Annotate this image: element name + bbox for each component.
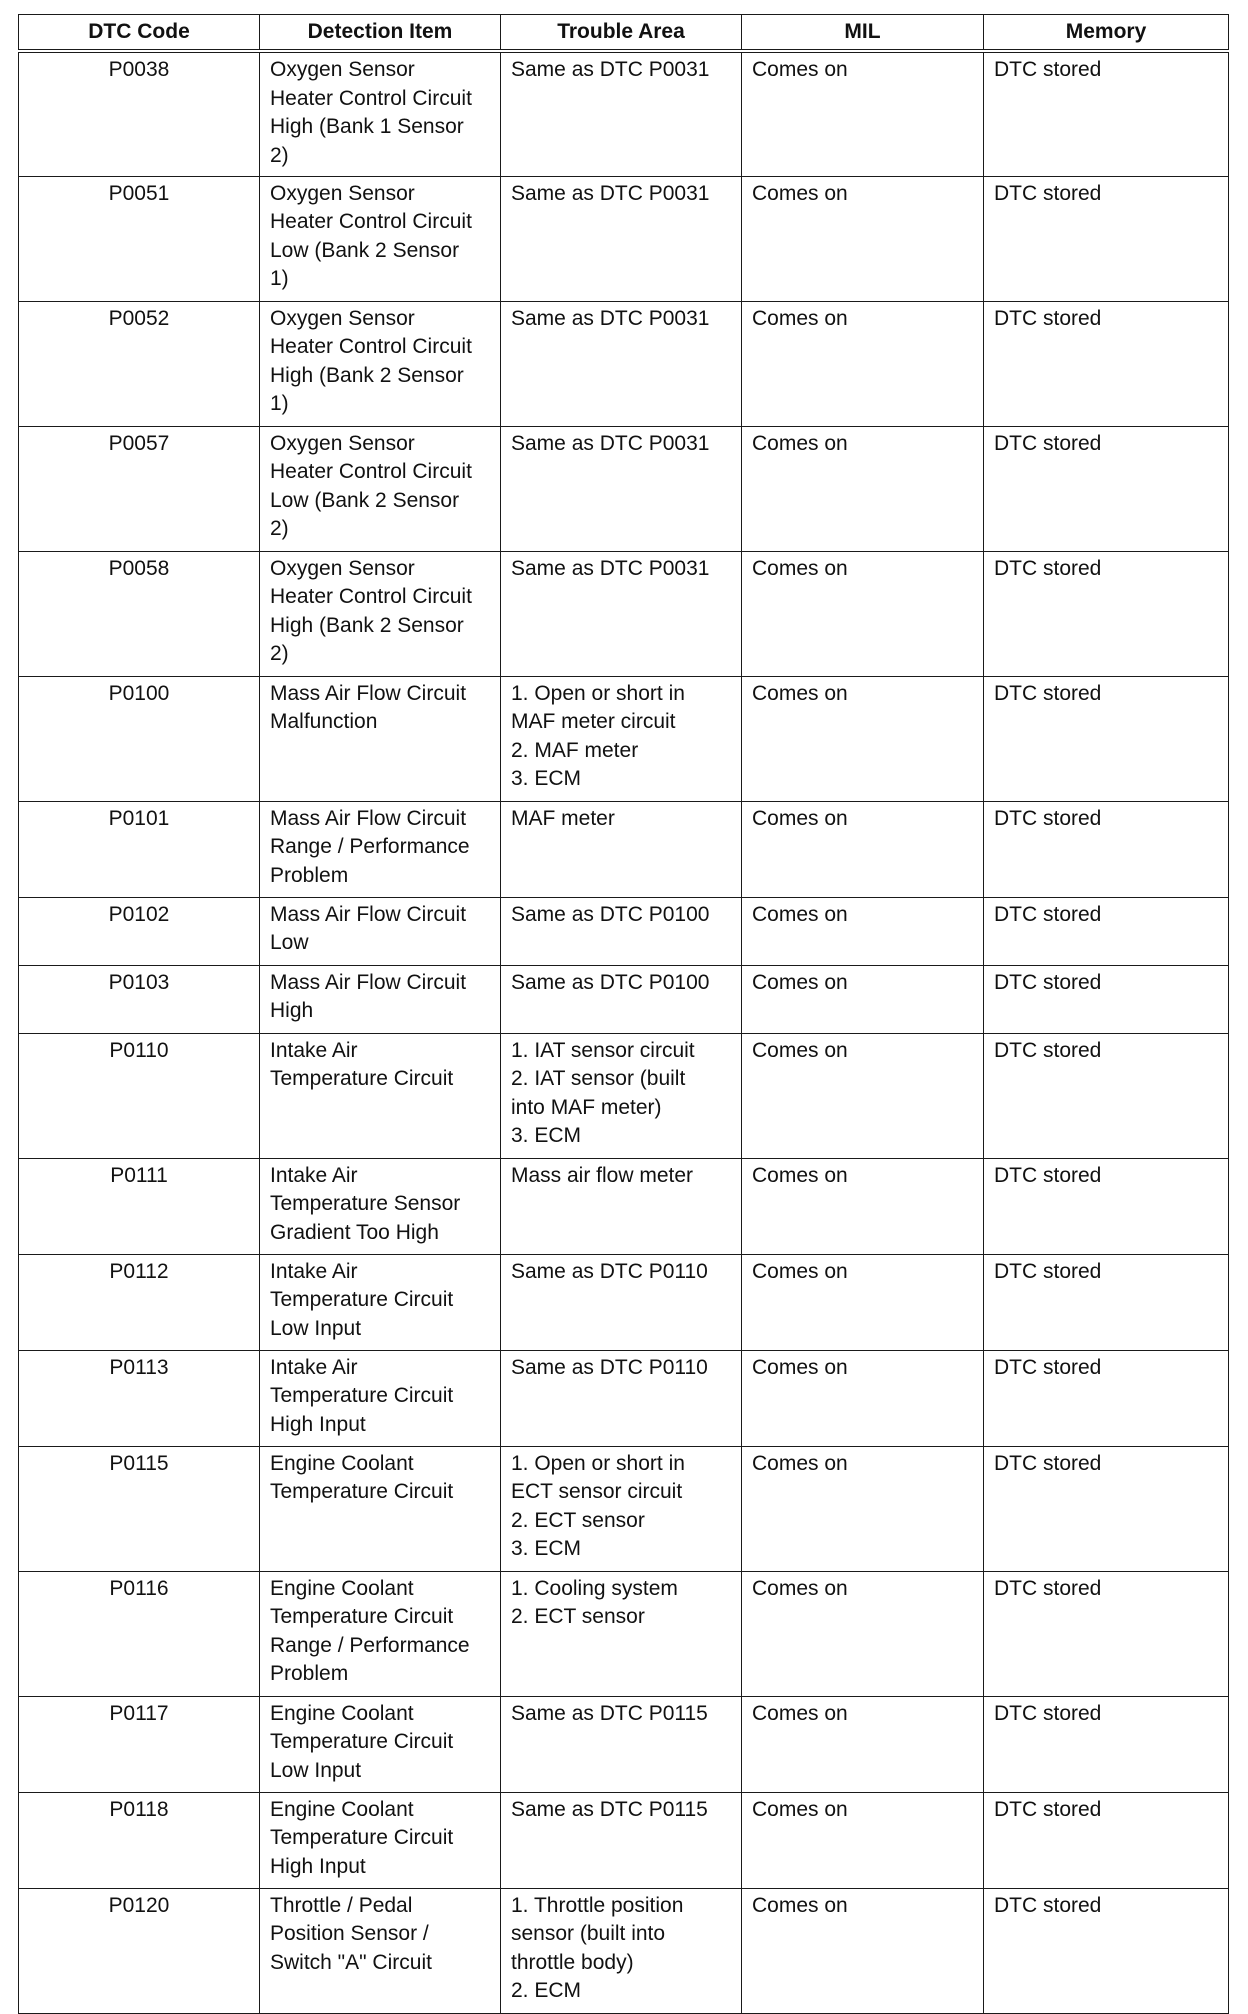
detection-item-cell	[260, 676, 501, 801]
trouble-area-cell	[501, 965, 742, 1033]
table-header	[19, 15, 1229, 52]
dtc-code-cell: P0102	[19, 897, 260, 965]
trouble-area-line: throttle body)	[511, 1950, 634, 1974]
trouble-area-line: 2. ECM	[511, 1979, 582, 2002]
detection-item-cell	[260, 1350, 501, 1446]
detection-item-line: Intake Air	[270, 1163, 358, 1187]
table-row	[19, 551, 1229, 676]
detection-item-line: Range / Performance	[270, 835, 470, 858]
trouble-area-line: Same as DTC P0031	[511, 306, 710, 330]
mil-cell: Comes on	[742, 897, 984, 965]
detection-item-line: 2)	[270, 143, 289, 167]
detection-item-line: Temperature Sensor	[270, 1192, 461, 1215]
trouble-area-cell	[501, 551, 742, 676]
dtc-code-cell: P0051	[19, 176, 260, 301]
detection-item-line: Temperature Circuit	[270, 1067, 454, 1090]
detection-item-line: Temperature Circuit	[270, 1605, 454, 1628]
detection-item-line: Engine Coolant	[270, 1797, 414, 1821]
table-row	[19, 301, 1229, 426]
table-row	[19, 1696, 1229, 1792]
trouble-area-line: 1. Cooling system	[511, 1576, 678, 1600]
mil-cell: Comes on	[742, 1254, 984, 1350]
detection-item-line: Throttle / Pedal	[270, 1893, 413, 1917]
trouble-area-line: MAF meter	[511, 806, 615, 830]
trouble-area-cell	[501, 1033, 742, 1158]
trouble-area-line: Same as DTC P0100	[511, 970, 710, 994]
detection-item-line: Intake Air	[270, 1259, 358, 1283]
detection-item-line: 2)	[270, 642, 289, 665]
table-row	[19, 176, 1229, 301]
table-body	[19, 51, 1229, 2013]
detection-item-line: Temperature Circuit	[270, 1730, 454, 1753]
detection-item-line: Low (Bank 2 Sensor	[270, 488, 460, 512]
memory-cell: DTC stored	[984, 551, 1229, 676]
table-row	[19, 1446, 1229, 1571]
detection-item-line: Heater Control Circuit	[270, 460, 472, 483]
trouble-area-line: Same as DTC P0110	[511, 1259, 708, 1283]
detection-item-line: Switch "A" Circuit	[270, 1950, 432, 1974]
detection-item-line: Problem	[270, 863, 349, 887]
trouble-area-line: Same as DTC P0031	[511, 181, 710, 205]
mil-cell: Comes on	[742, 1158, 984, 1254]
header-mil: MIL	[742, 15, 984, 52]
trouble-area-line: ECT sensor circuit	[511, 1480, 683, 1503]
trouble-area-cell	[501, 426, 742, 551]
trouble-area-cell	[501, 1254, 742, 1350]
trouble-area-cell	[501, 676, 742, 801]
trouble-area-line: Same as DTC P0115	[511, 1701, 708, 1725]
detection-item-line: Low	[270, 931, 309, 954]
table-row	[19, 1254, 1229, 1350]
table-row	[19, 965, 1229, 1033]
detection-item-line: Intake Air	[270, 1355, 358, 1379]
detection-item-line: Engine Coolant	[270, 1576, 414, 1600]
trouble-area-line: Same as DTC P0100	[511, 902, 710, 926]
trouble-area-line: 2. ECT sensor	[511, 1508, 645, 1532]
detection-item-line: High (Bank 1 Sensor	[270, 115, 464, 138]
dtc-code-cell: P0038	[19, 51, 260, 176]
detection-item-cell	[260, 1696, 501, 1792]
dtc-code-cell: P0120	[19, 1888, 260, 2013]
trouble-area-cell	[501, 801, 742, 897]
detection-item-line: Position Sensor /	[270, 1922, 429, 1945]
detection-item-line: Temperature Circuit	[270, 1288, 454, 1311]
dtc-code-cell: P0101	[19, 801, 260, 897]
mil-cell: Comes on	[742, 1696, 984, 1792]
trouble-area-line: 3. ECM	[511, 767, 582, 790]
trouble-area-cell	[501, 301, 742, 426]
detection-item-line: Oxygen Sensor	[270, 556, 415, 580]
trouble-area-cell	[501, 1792, 742, 1888]
detection-item-cell	[260, 301, 501, 426]
detection-item-line: Heater Control Circuit	[270, 585, 472, 608]
detection-item-line: Low Input	[270, 1758, 362, 1782]
header-row	[19, 15, 1229, 52]
memory-cell: DTC stored	[984, 897, 1229, 965]
memory-cell: DTC stored	[984, 1350, 1229, 1446]
table-row	[19, 801, 1229, 897]
detection-item-cell	[260, 176, 501, 301]
trouble-area-cell	[501, 1446, 742, 1571]
dtc-code-cell: P0058	[19, 551, 260, 676]
dtc-code-cell: P0112	[19, 1254, 260, 1350]
header-dtc-code: DTC Code	[19, 15, 260, 52]
trouble-area-cell	[501, 1888, 742, 2013]
table-row	[19, 1350, 1229, 1446]
detection-item-line: Problem	[270, 1662, 349, 1685]
trouble-area-line: MAF meter circuit	[511, 710, 676, 733]
dtc-code-cell: P0103	[19, 965, 260, 1033]
detection-item-line: Heater Control Circuit	[270, 86, 472, 110]
detection-item-line: Oxygen Sensor	[270, 181, 415, 205]
mil-cell: Comes on	[742, 551, 984, 676]
detection-item-line: High	[270, 999, 314, 1022]
detection-item-line: Mass Air Flow Circuit	[270, 806, 467, 830]
mil-cell: Comes on	[742, 301, 984, 426]
memory-cell: DTC stored	[984, 1888, 1229, 2013]
detection-item-line: Temperature Circuit	[270, 1384, 454, 1407]
table-row	[19, 676, 1229, 801]
mil-cell: Comes on	[742, 965, 984, 1033]
detection-item-cell	[260, 1446, 501, 1571]
dtc-code-cell: P0052	[19, 301, 260, 426]
memory-cell: DTC stored	[984, 301, 1229, 426]
trouble-area-line: into MAF meter)	[511, 1095, 662, 1119]
header-trouble-area: Trouble Area	[501, 15, 742, 52]
memory-cell: DTC stored	[984, 1571, 1229, 1696]
detection-item-cell	[260, 426, 501, 551]
memory-cell: DTC stored	[984, 1446, 1229, 1571]
detection-item-line: High (Bank 2 Sensor	[270, 613, 464, 637]
dtc-code-cell: P0115	[19, 1446, 260, 1571]
trouble-area-line: 2. MAF meter	[511, 738, 639, 762]
detection-item-cell	[260, 1888, 501, 2013]
dtc-code-cell: P0110	[19, 1033, 260, 1158]
trouble-area-cell	[501, 1350, 742, 1446]
detection-item-cell	[260, 1033, 501, 1158]
detection-item-line: Gradient Too High	[270, 1220, 439, 1244]
trouble-area-line: Same as DTC P0031	[511, 431, 710, 455]
detection-item-line: Range / Performance	[270, 1633, 470, 1657]
memory-cell: DTC stored	[984, 176, 1229, 301]
trouble-area-line: 2. IAT sensor (built	[511, 1067, 686, 1090]
detection-item-line: Mass Air Flow Circuit	[270, 681, 467, 705]
trouble-area-cell	[501, 1158, 742, 1254]
table-row	[19, 51, 1229, 176]
detection-item-line: 1)	[270, 392, 289, 415]
detection-item-line: Engine Coolant	[270, 1451, 414, 1475]
mil-cell: Comes on	[742, 1571, 984, 1696]
detection-item-line: Low (Bank 2 Sensor	[270, 238, 460, 262]
table-row	[19, 426, 1229, 551]
trouble-area-cell	[501, 51, 742, 176]
mil-cell: Comes on	[742, 1792, 984, 1888]
trouble-area-cell	[501, 1571, 742, 1696]
trouble-area-line: Same as DTC P0031	[511, 556, 710, 580]
detection-item-line: Temperature Circuit	[270, 1480, 454, 1503]
memory-cell: DTC stored	[984, 426, 1229, 551]
detection-item-cell	[260, 1158, 501, 1254]
detection-item-line: Heater Control Circuit	[270, 335, 472, 358]
trouble-area-cell	[501, 1696, 742, 1792]
memory-cell: DTC stored	[984, 1792, 1229, 1888]
detection-item-line: 1)	[270, 267, 289, 290]
trouble-area-cell	[501, 897, 742, 965]
detection-item-cell	[260, 801, 501, 897]
detection-item-line: High Input	[270, 1854, 366, 1878]
dtc-code-cell: P0111	[19, 1158, 260, 1254]
dtc-code-cell: P0118	[19, 1792, 260, 1888]
memory-cell: DTC stored	[984, 51, 1229, 176]
detection-item-line: Mass Air Flow Circuit	[270, 902, 467, 926]
trouble-area-line: Same as DTC P0031	[511, 58, 710, 81]
trouble-area-line: 1. IAT sensor circuit	[511, 1038, 695, 1062]
trouble-area-line: 1. Throttle position	[511, 1893, 684, 1917]
memory-cell: DTC stored	[984, 1696, 1229, 1792]
table-row	[19, 1571, 1229, 1696]
detection-item-line: Engine Coolant	[270, 1701, 414, 1725]
table-row	[19, 1792, 1229, 1888]
header-memory: Memory	[984, 15, 1229, 52]
mil-cell: Comes on	[742, 1446, 984, 1571]
memory-cell: DTC stored	[984, 965, 1229, 1033]
dtc-code-cell: P0100	[19, 676, 260, 801]
dtc-table	[18, 14, 1229, 2014]
detection-item-line: Oxygen Sensor	[270, 58, 415, 81]
memory-cell: DTC stored	[984, 1033, 1229, 1158]
detection-item-cell	[260, 1571, 501, 1696]
memory-cell: DTC stored	[984, 676, 1229, 801]
detection-item-line: High (Bank 2 Sensor	[270, 363, 464, 387]
mil-cell: Comes on	[742, 801, 984, 897]
detection-item-line: Oxygen Sensor	[270, 431, 415, 455]
detection-item-line: 2)	[270, 517, 289, 540]
dtc-code-cell: P0113	[19, 1350, 260, 1446]
trouble-area-line: 3. ECM	[511, 1124, 582, 1147]
mil-cell: Comes on	[742, 1888, 984, 2013]
mil-cell: Comes on	[742, 1033, 984, 1158]
table-row	[19, 1888, 1229, 2013]
detection-item-line: Temperature Circuit	[270, 1826, 454, 1849]
detection-item-line: Low Input	[270, 1316, 362, 1340]
detection-item-cell	[260, 897, 501, 965]
trouble-area-line: 1. Open or short in	[511, 1451, 685, 1475]
trouble-area-line: 1. Open or short in	[511, 681, 685, 705]
detection-item-cell	[260, 1792, 501, 1888]
trouble-area-line: Same as DTC P0110	[511, 1355, 708, 1379]
table-row	[19, 1158, 1229, 1254]
detection-item-line: Intake Air	[270, 1038, 358, 1062]
detection-item-cell	[260, 1254, 501, 1350]
trouble-area-line: 2. ECT sensor	[511, 1605, 645, 1628]
trouble-area-line: Mass air flow meter	[511, 1163, 694, 1187]
trouble-area-line: Same as DTC P0115	[511, 1797, 708, 1821]
header-detection-item: Detection Item	[260, 15, 501, 52]
trouble-area-line: sensor (built into	[511, 1922, 666, 1945]
memory-cell: DTC stored	[984, 1254, 1229, 1350]
memory-cell: DTC stored	[984, 1158, 1229, 1254]
table-row	[19, 897, 1229, 965]
mil-cell: Comes on	[742, 426, 984, 551]
detection-item-cell	[260, 965, 501, 1033]
mil-cell: Comes on	[742, 676, 984, 801]
detection-item-line: Mass Air Flow Circuit	[270, 970, 467, 994]
mil-cell: Comes on	[742, 176, 984, 301]
detection-item-cell	[260, 51, 501, 176]
detection-item-line: Oxygen Sensor	[270, 306, 415, 330]
mil-cell: Comes on	[742, 51, 984, 176]
dtc-code-cell: P0117	[19, 1696, 260, 1792]
detection-item-line: High Input	[270, 1412, 366, 1436]
trouble-area-line: 3. ECM	[511, 1537, 582, 1560]
trouble-area-cell	[501, 176, 742, 301]
table-row	[19, 1033, 1229, 1158]
detection-item-line: Heater Control Circuit	[270, 210, 472, 233]
memory-cell: DTC stored	[984, 801, 1229, 897]
detection-item-cell	[260, 551, 501, 676]
dtc-code-cell: P0116	[19, 1571, 260, 1696]
mil-cell: Comes on	[742, 1350, 984, 1446]
detection-item-line: Malfunction	[270, 710, 378, 733]
dtc-code-cell: P0057	[19, 426, 260, 551]
